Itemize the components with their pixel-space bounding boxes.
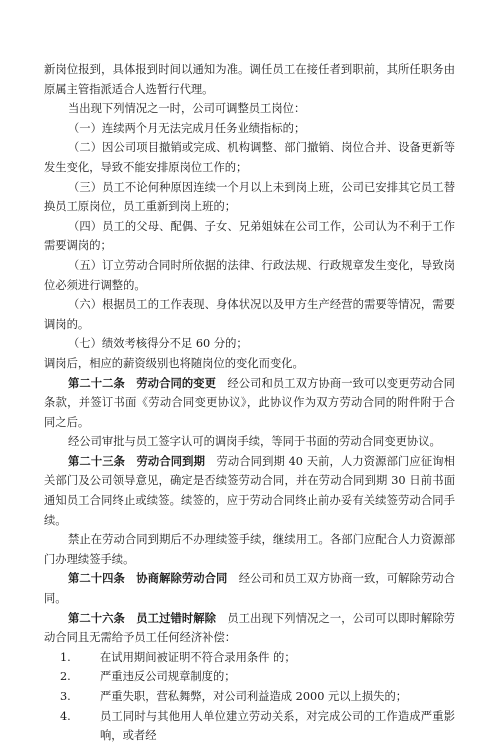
clause-6: （六）根据员工的工作表现、身体状况以及甲方生产经营的需要等情况，需要调岗的。 [44, 298, 455, 331]
paragraph-after-adjust: 调岗后，相应的薪资级别也将随岗位的变化而变化。 [44, 356, 304, 370]
list-item-number: 4. [60, 709, 71, 723]
list-item [44, 707, 455, 746]
clause-1: （一）连续两个月无法完成月任务业绩指标的； [68, 121, 306, 135]
article-22-body: 经公司和员工双方协商一致可以变更劳动合同条款，并签订书面《劳动合同变更协议》，此协议作为双方劳动合同的附件附于合同之后。 [44, 376, 455, 429]
paragraph-article-23-note: 禁止在劳动合同到期后不办理续签手续，继续用工。各部门应配合人力资源部门办理续签手续。 [44, 533, 455, 566]
clause-5: （五）订立劳动合同时所依据的法律、行政法规、行政规章发生变化，导致岗位必须进行调整的。 [44, 258, 455, 292]
list-item [44, 667, 455, 687]
list-item-text: 在试用期间被证明不符合录用条件 的； [100, 650, 296, 664]
clause-4: （四）员工的父母、配偶、子女、兄弟姐妹在公司工作，公司认为不利于工作需要调岗的； [44, 219, 455, 253]
article-24-body: 经公司和员工双方协商一致，可解除劳动合同。 [44, 572, 455, 606]
list-item-text: 严重失职，营私舞弊，对公司利益造成 2000 元以上损失的； [100, 690, 408, 703]
list-item-number: 2. [60, 670, 71, 684]
list-item [44, 687, 455, 707]
article-22-title: 第二十二条 劳动合同的变更 [68, 375, 216, 390]
article-23-title: 第二十三条 劳动合同到期 [68, 453, 205, 468]
article-26-title: 第二十六条 员工过错时解除 [68, 610, 216, 625]
article-26 [44, 609, 455, 648]
article-23 [44, 452, 455, 530]
paragraph-article-22-note: 经公司审批与员工签字认可的调岗手续，等同于书面的劳动合同变更协议。 [68, 435, 441, 449]
list-item-text: 严重违反公司规章制度的； [100, 670, 236, 684]
clause-2: （二）因公司项目撤销或完成、机构调整、部门撤销、岗位合并、设备更新等发生变化，导致不能安排原岗位工作的； [44, 141, 455, 174]
clause-7: （七）绩效考核得分不足 60 分的； [68, 337, 248, 351]
list-item [44, 648, 455, 668]
article-24-title: 第二十四条 协商解除劳动合同 [68, 571, 228, 586]
list-item-text: 员工同时与其他用人单位建立劳动关系，对完成公司的工作造成严重影响，或者经 [100, 709, 455, 743]
article-23-body: 劳动合同到期 40 天前，人力资源部门应征询相关部门及公司领导意见，确定是否续签劳动合同，并在劳动合同到期 30 日前书面通知员工合同终止或续签。续签的，应于劳动合同终止前办妥有关续签劳动合同手续。 [44, 454, 455, 527]
article-26-list [44, 648, 455, 746]
article-22 [44, 374, 455, 433]
article-24 [44, 569, 455, 608]
list-item-number: 3. [60, 690, 71, 703]
list-item-number: 1. [60, 650, 71, 664]
clause-3: （三）员工不论何种原因连续一个月以上未到岗上班，公司已安排其它员工替换员工原岗位，员工重新到岗上班的； [44, 180, 455, 214]
paragraph-continuation: 新岗位报到，具体报到时间以通知为准。调任员工在接任者到职前，其所任职务由原属主管指派适合人选暂行代理。 [44, 63, 455, 96]
paragraph-adjust-intro: 当出现下列情况之一时，公司可调整员工岗位： [68, 102, 306, 116]
article-26-body: 员工出现下列情况之一，公司可以即时解除劳动合同且无需给予员工任何经济补偿： [44, 611, 455, 645]
